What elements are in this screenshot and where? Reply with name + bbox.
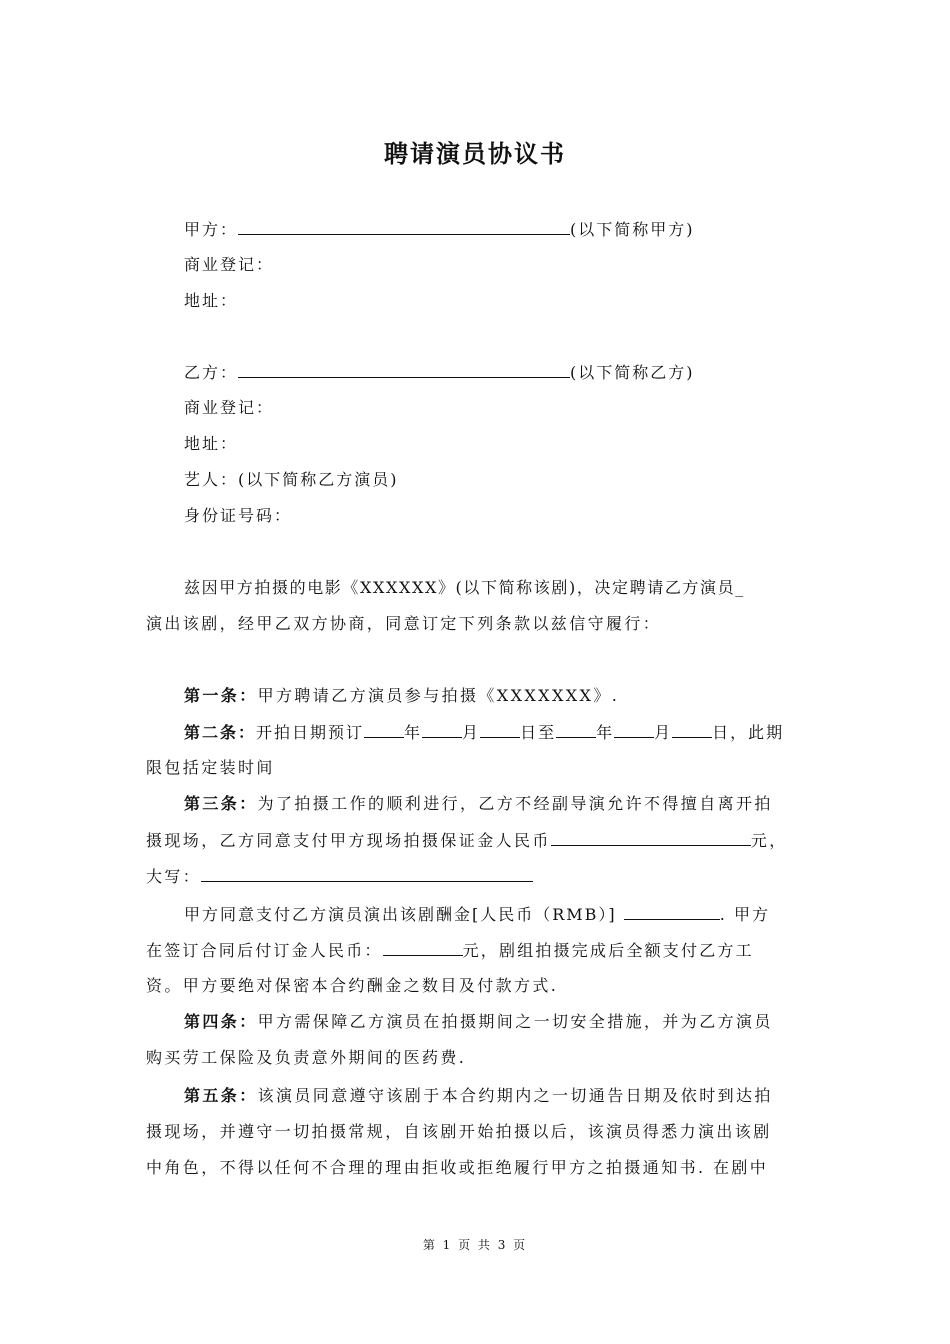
party-a-address: 地址： — [184, 291, 239, 310]
article-1-text: 甲方聘请乙方演员参与拍摄《XXXXXXX》. — [257, 686, 620, 705]
deposit-payment-text: 在签订合同后付订金人民币： — [146, 941, 383, 960]
article-3-label: 第三条： — [184, 794, 258, 813]
article-5-line-1: 该演员同意遵守该剧于本合约期内之一切通告日期及依时到达拍 — [257, 1086, 773, 1105]
document-title: 聘请演员协议书 — [384, 139, 566, 168]
intro-line-1: 兹因甲方拍摄的电影《XXXXXX》(以下简称该剧)，决定聘请乙方演员_ — [184, 578, 745, 597]
article-2-label: 第二条： — [184, 723, 257, 742]
party-b-artist: 艺人：(以下简称乙方演员) — [184, 470, 399, 489]
deposit-text: 摄现场，乙方同意支付甲方现场拍摄保证金人民币 — [146, 831, 551, 850]
month-label: 月 — [462, 723, 481, 742]
deposit-payment-post: 元，剧组拍摄完成后全额支付乙方工 — [462, 941, 754, 960]
article-3-line-1: 为了拍摄工作的顺利进行，乙方不经副导演允许不得擅自离开拍 — [257, 794, 773, 813]
party-b-suffix: (以下简称乙方) — [570, 363, 695, 382]
article-3-line-2 — [146, 829, 788, 852]
deposit-payment-blank — [383, 939, 463, 956]
article-1-label: 第一条： — [184, 686, 258, 705]
capital-amount-label: 大写： — [146, 867, 202, 886]
article-4 — [184, 1011, 773, 1033]
party-a-suffix: (以下简称甲方) — [570, 220, 695, 239]
party-b-line — [184, 361, 695, 384]
party-b-id-number: 身份证号码： — [184, 506, 293, 525]
year-label: 年 — [404, 723, 423, 742]
article-4-label: 第四条： — [184, 1012, 258, 1031]
deposit-unit: 元， — [750, 831, 788, 850]
day-to-label: 日至 — [520, 723, 557, 742]
payment-line-2 — [146, 939, 754, 962]
start-year-blank — [364, 721, 404, 738]
end-year-blank — [556, 721, 596, 738]
year-label-2: 年 — [596, 723, 615, 742]
payment-line-3: 资。甲方要绝对保密本合约酬金之数目及付款方式. — [146, 976, 559, 995]
article-4-line-2: 购买劳工保险及负责意外期间的医药费. — [146, 1048, 467, 1067]
end-day-blank — [672, 721, 712, 738]
article-5-label: 第五条： — [184, 1086, 258, 1105]
article-3-line-3 — [146, 865, 533, 888]
start-month-blank — [422, 721, 462, 738]
article-1 — [184, 685, 619, 707]
party-a-business-reg: 商业登记： — [184, 255, 275, 274]
party-a-label: 甲方： — [184, 220, 239, 239]
party-a-blank — [238, 218, 570, 235]
article-4-line-1: 甲方需保障乙方演员在拍摄期间之一切安全措施，并为乙方演员 — [257, 1012, 773, 1031]
article-5-line-2: 摄现场，并遵守一切拍摄常规，自该剧开始拍摄以后，该演员得悉力演出该剧 — [146, 1122, 772, 1141]
end-month-blank — [614, 721, 654, 738]
day-end-label: 日，此期 — [712, 723, 785, 742]
party-b-label: 乙方： — [184, 363, 239, 382]
party-a-line — [184, 218, 695, 241]
article-3 — [184, 793, 773, 815]
intro-line-2: 演出该剧，经甲乙双方协商，同意订定下列条款以兹信守履行： — [146, 614, 662, 633]
remuneration-post: . 甲方 — [719, 905, 770, 924]
remuneration-blank — [624, 903, 720, 920]
payment-line-1 — [184, 903, 770, 926]
party-b-business-reg: 商业登记： — [184, 398, 275, 417]
article-2-line-2: 限包括定装时间 — [146, 758, 275, 777]
remuneration-text: 甲方同意支付乙方演员演出该剧酬金[人民币（RMB）] — [184, 905, 617, 924]
party-b-address: 地址： — [184, 434, 239, 453]
start-day-blank — [480, 721, 520, 738]
article-5-line-3: 中角色，不得以任何不合理的理由拒收或拒绝履行甲方之拍摄通知书. 在剧中 — [146, 1158, 769, 1177]
article-5 — [184, 1085, 773, 1107]
party-b-blank — [238, 361, 570, 378]
month-label-2: 月 — [654, 723, 673, 742]
deposit-amount-blank — [551, 829, 751, 846]
article-2-text: 开拍日期预订 — [256, 723, 365, 742]
article-2 — [184, 721, 784, 744]
capital-amount-blank — [201, 865, 533, 882]
page-footer: 第 1 页 共 3 页 — [422, 1238, 528, 1252]
